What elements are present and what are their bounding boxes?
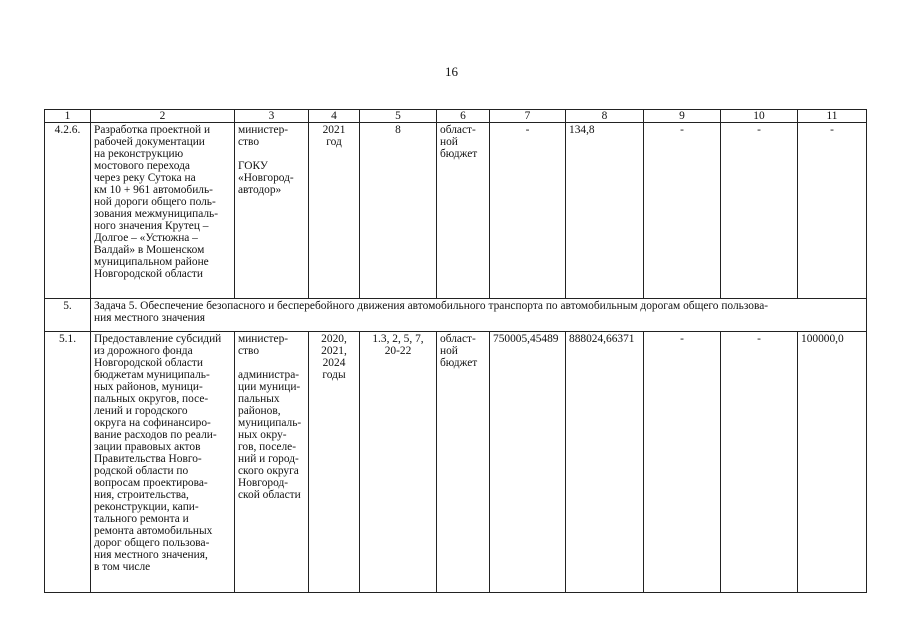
- column-number: 9: [644, 110, 721, 123]
- program-activities-table: [44, 109, 867, 593]
- column-number: 3: [235, 110, 309, 123]
- table-row: [45, 123, 867, 299]
- funding-source: област- ной бюджет: [437, 123, 490, 299]
- activity-name: Предоставление субсидий из дорожного фонда Новгородской области бюджетам муниципаль- ных районов, муници- пальных округов, посе- лений и городского округа на софинансиро- вание расходов по реали- зации правовых актов Правительства Новго- родской области по вопросам проектирова- ния, строительства, реконструкции, капи- тального ремонта и ремонта автомобильных дорог общего пользова- ния местного значения, в том числе: [91, 332, 235, 593]
- table-row: [45, 332, 867, 593]
- column-number-row: [45, 110, 867, 123]
- amount-2021: 888024,66371: [566, 332, 644, 593]
- amount-2020: 750005,45489: [490, 332, 566, 593]
- amount-2023: -: [721, 123, 798, 299]
- page-number: 16: [445, 64, 458, 79]
- column-number: 6: [437, 110, 490, 123]
- amount-2021: 134,8: [566, 123, 644, 299]
- row-number: 5.: [45, 299, 91, 332]
- amount-2024: -: [798, 123, 867, 299]
- task-row: [45, 299, 867, 332]
- column-number: 1: [45, 110, 91, 123]
- amount-2022: -: [644, 332, 721, 593]
- activity-name: Разработка проектной и рабочей документации на реконструкцию мостового перехода через реку Сутока на км 10 + 961 автомобиль- ной дороги общего поль- зования межмуниципаль- ного значения Крутец – Долгое – «Устюжна – Валдай» в Мошенском муниципальном районе Новгородской области: [91, 123, 235, 299]
- amount-2022: -: [644, 123, 721, 299]
- amount-2020: -: [490, 123, 566, 299]
- indicators: 8: [360, 123, 437, 299]
- funding-source: област- ной бюджет: [437, 332, 490, 593]
- period: 2021 год: [309, 123, 360, 299]
- row-number: 5.1.: [45, 332, 91, 593]
- column-number: 11: [798, 110, 867, 123]
- amount-2023: -: [721, 332, 798, 593]
- column-number: 8: [566, 110, 644, 123]
- column-number: 5: [360, 110, 437, 123]
- executor: министер- ство ГОКУ «Новгород- автодор»: [235, 123, 309, 299]
- column-number: 10: [721, 110, 798, 123]
- row-number: 4.2.6.: [45, 123, 91, 299]
- column-number: 7: [490, 110, 566, 123]
- period: 2020, 2021, 2024 годы: [309, 332, 360, 593]
- amount-2024: 100000,0: [798, 332, 867, 593]
- indicators: 1.3, 2, 5, 7, 20-22: [360, 332, 437, 593]
- column-number: 4: [309, 110, 360, 123]
- task-title: Задача 5. Обеспечение безопасного и бесперебойного движения автомобильного транспорта по автомобильным дорогам общего пользова- ния местного значения: [91, 299, 867, 332]
- executor: министер- ство администра- ции муници- пальных районов, муниципаль- ных окру- гов, поселе- ний и город- ского округа Новгород- ской области: [235, 332, 309, 593]
- column-number: 2: [91, 110, 235, 123]
